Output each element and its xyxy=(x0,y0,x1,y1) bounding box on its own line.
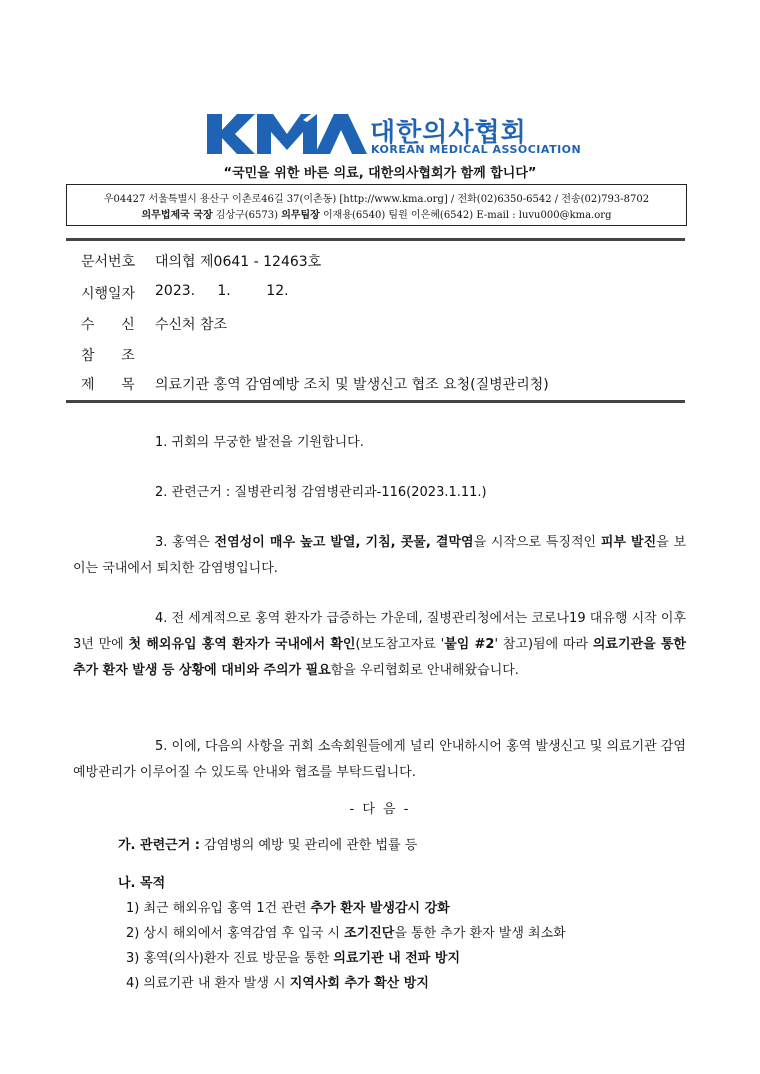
contact-address: 우04427 서울특별시 용산구 이촌로46길 37(이촌동) [http://www.kma.org] / 전화(02)6350-6542 / 전송(02)793-8702 xyxy=(103,194,650,205)
section-na: 나. 목적 xyxy=(118,876,166,891)
paragraph-2: 2. 관련근거 : 질병관리청 감염병관리과-116(2023.1.11.) xyxy=(155,485,487,500)
list-item: 3) 홍역(의사)환자 진료 방문을 통한 의료기관 내 전파 방지 xyxy=(126,951,461,966)
kma-logo xyxy=(207,112,582,156)
team-members: 이재용(6540) 팀원 이은혜(6542) E-mail : luvu000@kma.org xyxy=(319,210,612,221)
section-ga: 가. 관련근거 : 감염병의 예방 및 관리에 관한 법률 등 xyxy=(118,838,418,853)
ref-label: 참 조 xyxy=(81,348,135,364)
header-rule-top xyxy=(66,238,685,241)
notice-heading: - 다 음 - xyxy=(349,802,411,817)
paragraph-3: 3. 홍역은 전염성이 매우 높고 발열, 기침, 콧물, 결막염을 시작으로 특징적인 피부 발진을 보이는 국내에서 퇴치한 감염병입니다. xyxy=(73,535,687,576)
contact-staff xyxy=(67,206,686,221)
date-label: 시행일자 xyxy=(81,286,136,302)
org-name-kr: 대한의사협회 xyxy=(370,118,527,148)
org-name-en: KOREAN MEDICAL ASSOCIATION xyxy=(371,143,582,156)
kma-logo-mark xyxy=(207,112,367,156)
paragraph-4: 4. 전 세계적으로 홍역 환자가 급증하는 가운데, 질병관리청에서는 코로나19 대유행 시작 이후 3년 만에 첫 해외유입 홍역 환자가 국내에서 확인(보도참고자료 '붙임 #2' 참고)됨에 따라 의료기관을 통한 추가 환자 발생 등 상황에 대비와 주의가 필요함을 우리협회로 안내해왔습니다. xyxy=(73,611,686,678)
recipient-label: 수 신 xyxy=(81,317,135,333)
list-item: 1) 최근 해외유입 홍역 1건 관련 추가 환자 발생감시 강화 xyxy=(126,901,450,916)
subject: 의료기관 홍역 감염예방 조치 및 발생신고 협조 요청(질병관리청) xyxy=(155,377,549,393)
contact-box xyxy=(66,184,687,226)
date: 2023. 1. 12. xyxy=(155,283,289,299)
doc-no: 대의협 제0641 - 12463호 xyxy=(155,254,322,270)
paragraph-5: 5. 이에, 다음의 사항을 귀회 소속회원들에게 널리 안내하시어 홍역 발생신고 및 의료기관 감염예방관리가 이루어질 수 있도록 안내와 협조를 부탁드립니다. xyxy=(73,739,686,780)
director-label: 의무법제국 국장 xyxy=(141,210,213,221)
slogan: “국민을 위한 바른 의료, 대한의사협회가 함께 합니다” xyxy=(223,166,537,181)
team-label: 의무팀장 xyxy=(281,210,320,221)
list-item: 4) 의료기관 내 환자 발생 시 지역사회 추가 확산 방지 xyxy=(126,976,429,991)
header-rule-bottom xyxy=(66,400,685,403)
subject-label: 제 목 xyxy=(81,377,135,393)
paragraph-1: 1. 귀회의 무궁한 발전을 기원합니다. xyxy=(155,435,364,450)
doc-no-label: 문서번호 xyxy=(81,254,136,270)
director-name: 김상구(6573) xyxy=(212,210,282,221)
recipient: 수신처 참조 xyxy=(155,317,228,333)
list-item: 2) 상시 해외에서 홍역감염 후 입국 시 조기진단을 통한 추가 환자 발생 최소화 xyxy=(126,926,566,941)
